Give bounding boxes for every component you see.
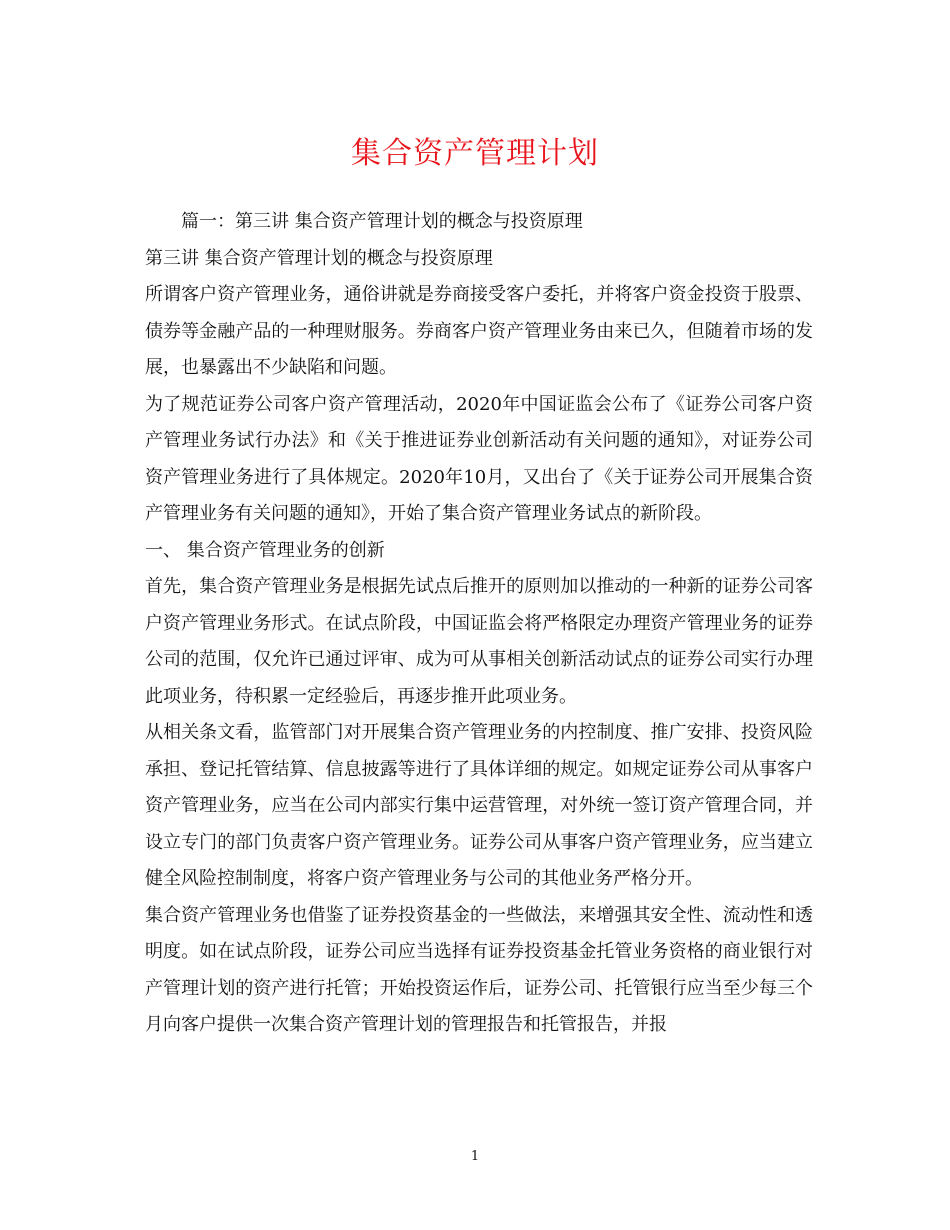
paragraph-provisions: 从相关条文看，监管部门对开展集合资产管理业务的内控制度、推广安排、投资风险承担、登记托管结算、信息披露等进行了具体详细的规定。如规定证券公司从事客户资产管理业务，应当在公司内部实行集中运营管理，对外统一签订资产管理合同，并设立专门的部门负责客户资产管理业务。证券公司从事客户资产管理业务，应当建立健全风险控制制度，将客户资产管理业务与公司的其他业务严格分开。 (145, 722, 813, 889)
paragraph-pilot: 首先，集合资产管理业务是根据先试点后推开的原则加以推动的一种新的证券公司客户资产管理业务形式。在试点阶段，中国证监会将严格限定办理资产管理业务的证券公司的范围，仅允许已通过评审、成为可从事相关创新活动试点的证券公司实行办理此项业务，待积累一定经验后，再逐步推开此项业务。 (145, 576, 813, 707)
paragraph-chapter-heading: 篇一：第三讲 集合资产管理计划的概念与投资原理 (181, 211, 583, 232)
page-number: 1 (470, 1149, 480, 1164)
paragraph-fund-practices: 集合资产管理业务也借鉴了证券投资基金的一些做法，来增强其安全性、流动性和透明度。如在试点阶段，证券公司应当选择有证券投资基金托管业务资格的商业银行对产管理计划的资产进行托管；开始投资运作后，证券公司、托管银行应当至少每三个月向客户提供一次集合资产管理计划的管理报告和托管报告，并报 (145, 904, 813, 1035)
paragraph-definition: 所谓客户资产管理业务，通俗讲就是券商接受客户委托，并将客户资金投资于股票、债券等金融产品的一种理财服务。券商客户资产管理业务由来已久，但随着市场的发展，也暴露出不少缺陷和问题。 (145, 284, 813, 378)
document-title: 集合资产管理计划 (351, 136, 599, 171)
document-body (145, 204, 813, 1044)
paragraph-lecture-title: 第三讲 集合资产管理计划的概念与投资原理 (145, 247, 493, 269)
section-heading-innovation: 一、 集合资产管理业务的创新 (145, 539, 385, 561)
paragraph-regulation: 为了规范证券公司客户资产管理活动，2020年中国证监会公布了《证券公司客户资产管理业务试行办法》和《关于推进证券业创新活动有关问题的通知》，对证券公司资产管理业务进行了具体规定。2020年10月，又出台了《关于证券公司开展集合资产管理业务有关问题的通知》，开始了集合资产管理业务试点的新阶段。 (145, 393, 813, 524)
